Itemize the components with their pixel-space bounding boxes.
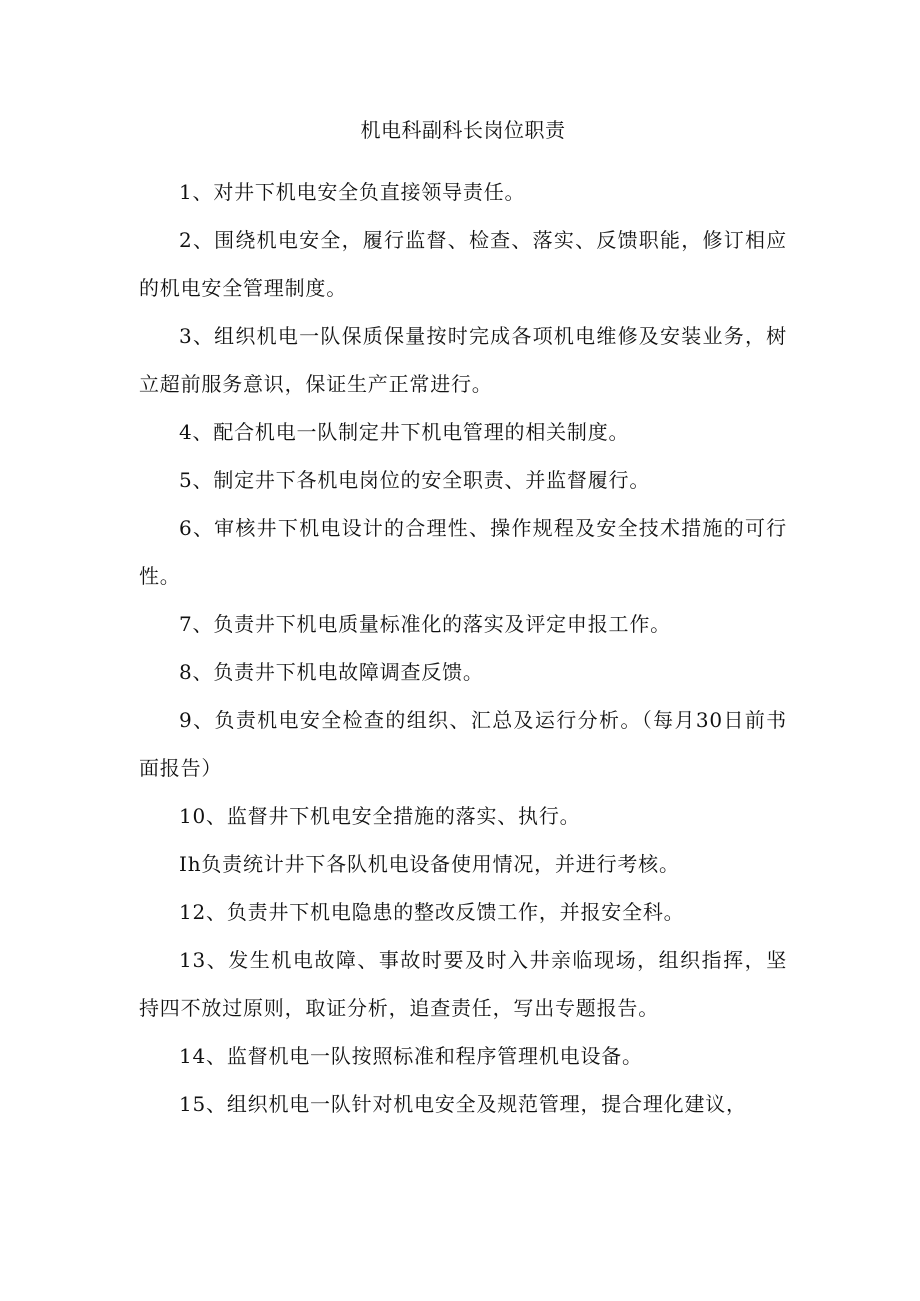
duty-item-8: 8、负责井下机电故障调查反馈。: [179, 660, 484, 684]
duty-item-11: Ih负责统计井下各队机电设备使用情况，并进行考核。: [179, 852, 680, 876]
duty-item-9: 9、负责机电安全检查的组织、汇总及运行分析。（每月30日前书面报告）: [139, 708, 787, 780]
document-body: [139, 116, 787, 1128]
duty-item-4: 4、配合机电一队制定井下机电管理的相关制度。: [179, 420, 630, 444]
duty-item-15: 15、组织机电一队针对机电安全及规范管理，提合理化建议，: [179, 1092, 747, 1116]
duty-item-5: 5、制定井下各机电岗位的安全职责、并监督履行。: [179, 468, 651, 492]
duty-item-14: 14、监督机电一队按照标准和程序管理机电设备。: [179, 1044, 643, 1068]
duty-item-2: 2、围绕机电安全，履行监督、检查、落实、反馈职能，修订相应的机电安全管理制度。: [139, 228, 787, 300]
duty-item-12: 12、负责井下机电隐患的整改反馈工作，并报安全科。: [179, 900, 685, 924]
duty-item-3: 3、组织机电一队保质保量按时完成各项机电维修及安装业务，树立超前服务意识，保证生产正常进行。: [139, 324, 787, 396]
duty-item-1: 1、对井下机电安全负直接领导责任。: [179, 180, 526, 204]
duty-item-6: 6、审核井下机电设计的合理性、操作规程及安全技术措施的可行性。: [139, 516, 787, 588]
duty-item-10: 10、监督井下机电安全措施的落实、执行。: [179, 804, 581, 828]
duty-item-7: 7、负责井下机电质量标准化的落实及评定申报工作。: [179, 612, 671, 636]
duty-item-13: 13、发生机电故障、事故时要及时入井亲临现场，组织指挥，坚持四不放过原则，取证分析，追查责任，写出专题报告。: [139, 948, 787, 1020]
document-title: 机电科副科长岗位职责: [360, 118, 566, 142]
